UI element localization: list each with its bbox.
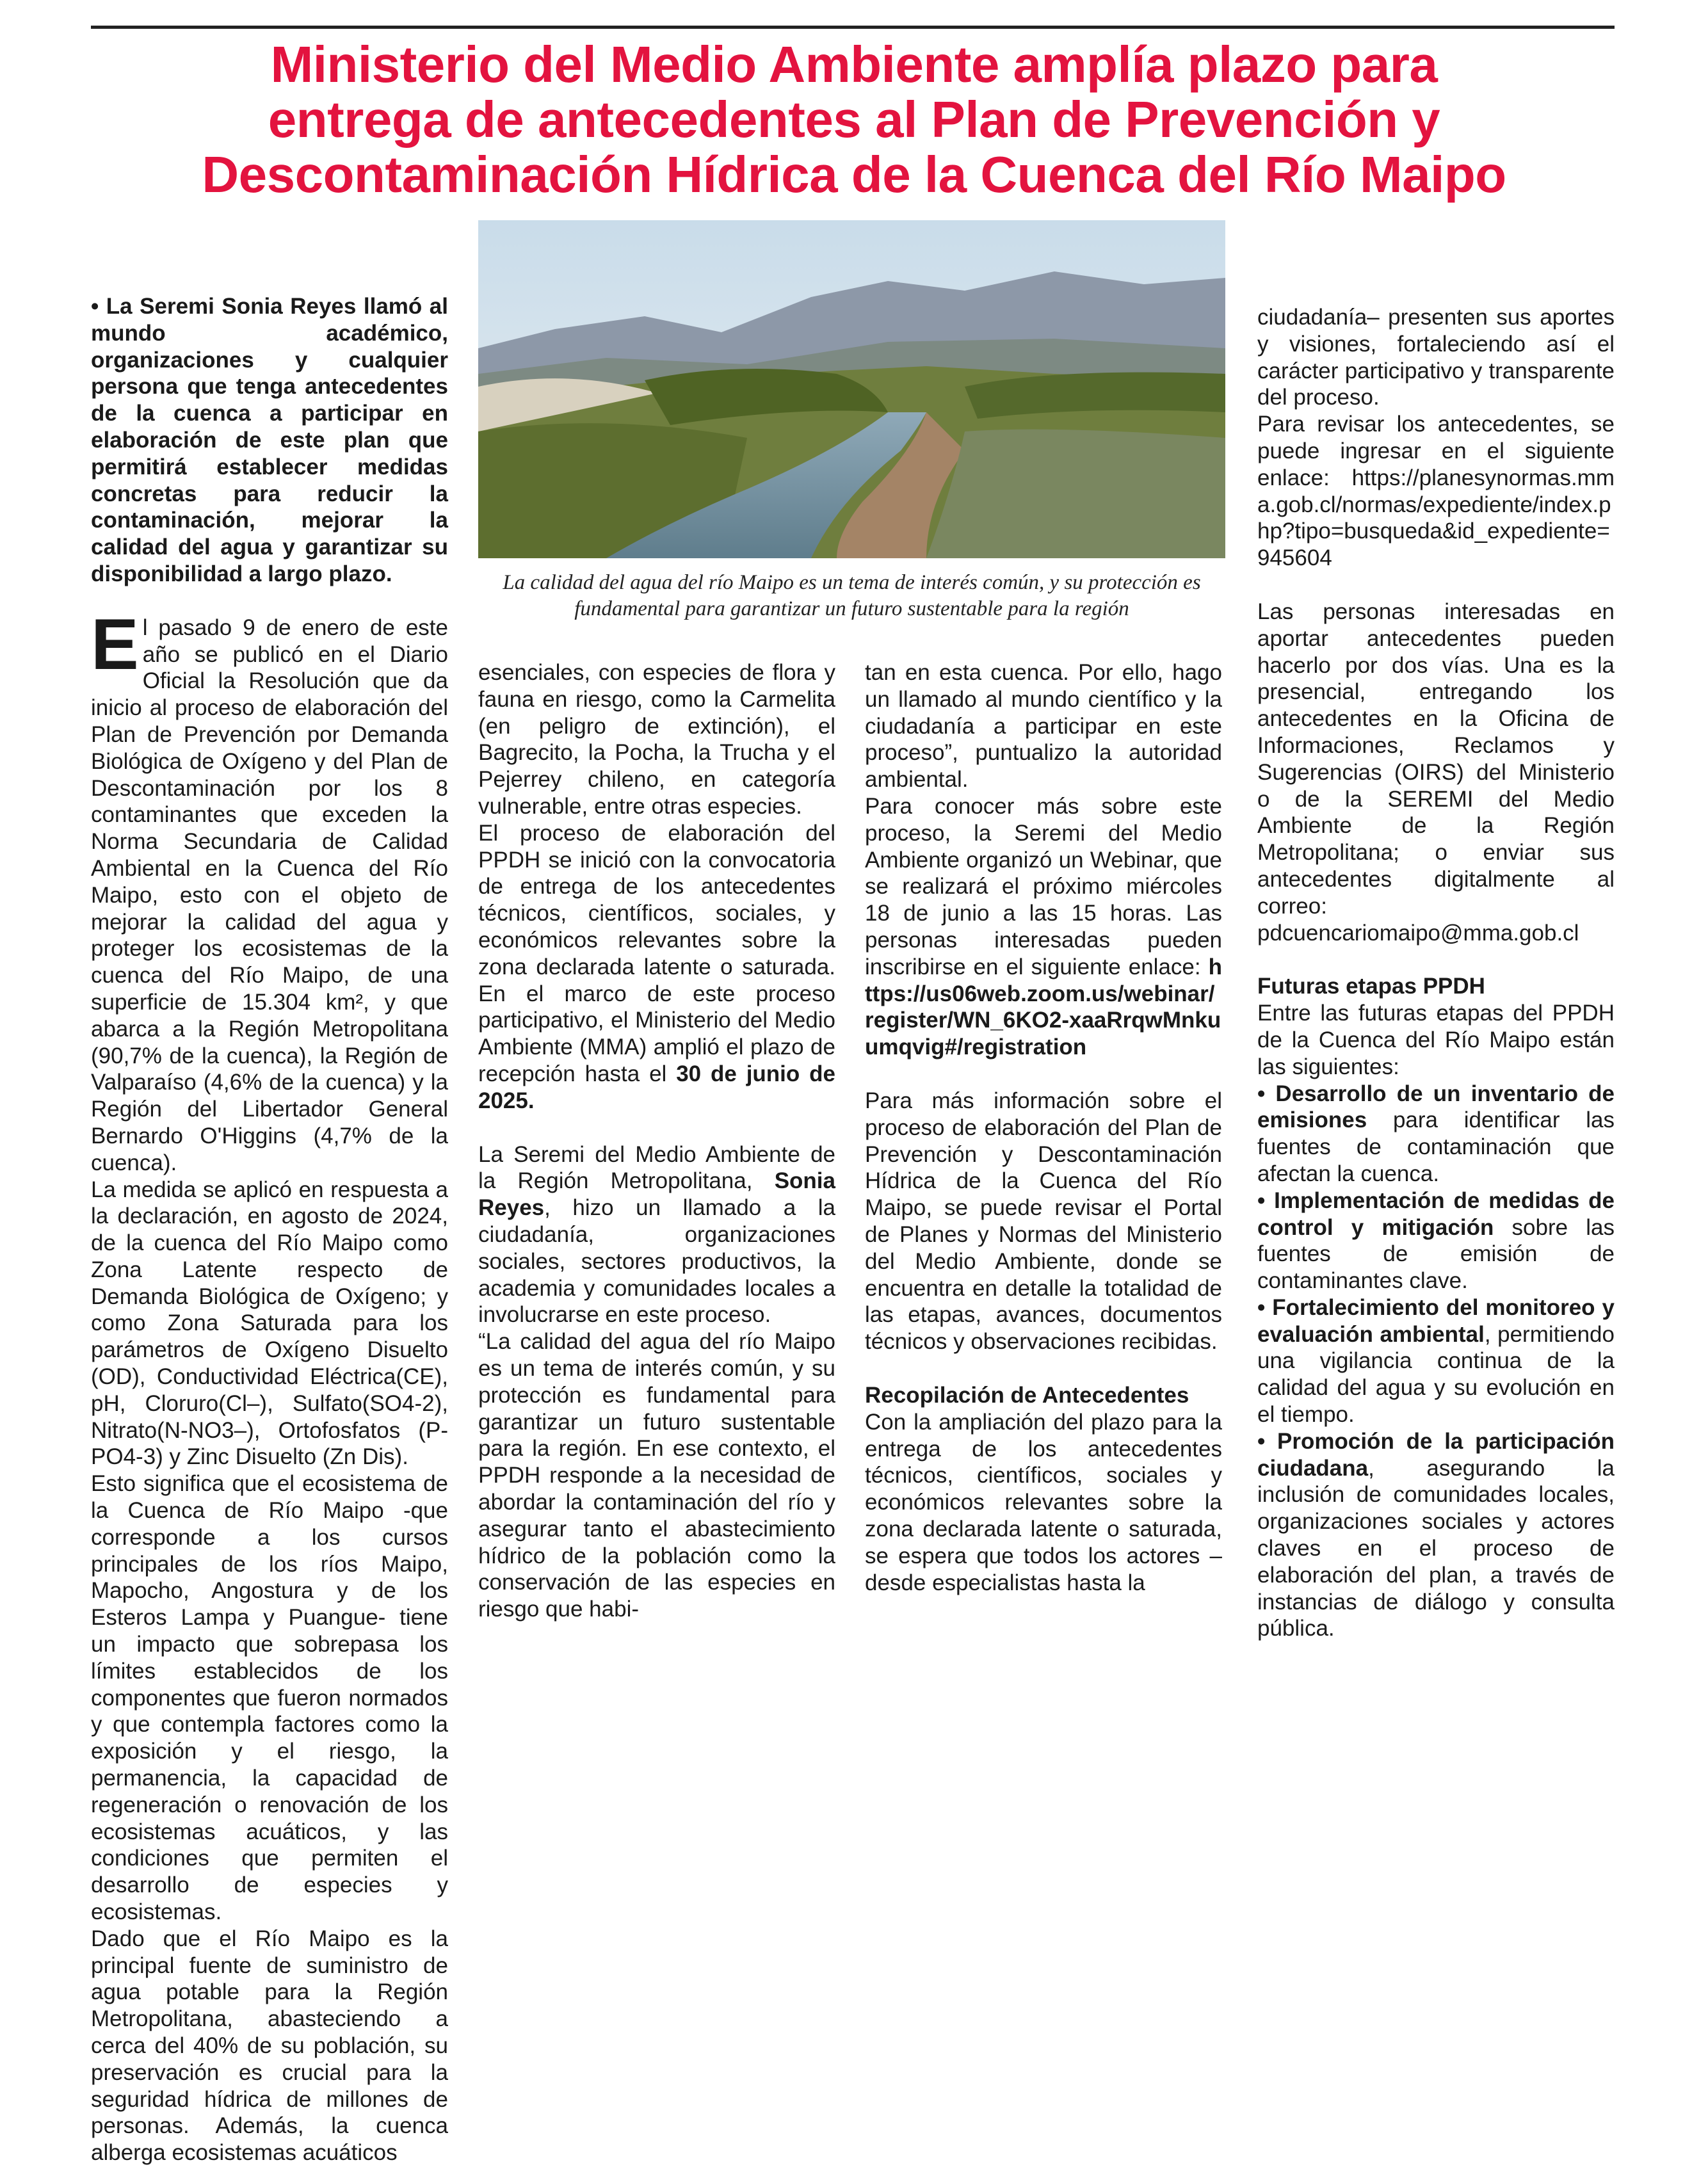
paragraph: esenciales, con especies de flora y fauna en riesgo, como la Carmelita (en peligro de extinción), el Bagrecito, la Pocha, la Trucha y el Pejerrey chileno, en categoría vulnerable, entre otras especies.: [478, 660, 835, 819]
bullet-title: • Desarrollo de un inventario de emisiones: [1257, 1081, 1615, 1133]
bullet-text: sobre las fuentes de emisión de contaminantes clave.: [1257, 1214, 1615, 1294]
bullet-title: • Fortalecimiento del monitoreo y evaluación ambiental: [1257, 1294, 1615, 1347]
paragraph: [865, 793, 1222, 1061]
paragraph: [478, 820, 835, 1115]
column-3: [865, 659, 1222, 1596]
bullet-title: • Implementación de medidas de control y mitigación: [1257, 1188, 1615, 1240]
paragraph: Esto significa que el ecosistema de la Cuenca de Río Maipo -que corresponde a los cursos principales de los ríos Maipo, Mapocho, Angostura y de los Esteros Lampa y Puangue- tiene un impacto que sobrepasa los límites establecidos de los componentes que fueron normados y que contempla factores como la exposición y el riesgo, la permanencia, la capacidad de regeneración o renovación de los ecosistemas acuáticos, y las condiciones que permiten el desarrollo de especies y ecosistemas.: [91, 1471, 448, 1925]
column-1: [91, 293, 448, 2166]
webinar-link[interactable]: https://us06web.zoom.us/webinar/register/WN_6KO2-xaaRrqwMnkuumqvig#/registration: [865, 954, 1222, 1060]
headline-line: Descontaminación Hídrica de la Cuenca del Río Maipo: [202, 146, 1506, 203]
deadline-date: 30 de junio de 2025.: [478, 1061, 835, 1113]
email-link[interactable]: pdcuencariomaipo@mma.gob.cl: [1257, 920, 1579, 946]
bullet-text: para identificar las fuentes de contaminación que afectan la cuenca.: [1257, 1108, 1615, 1186]
expediente-link[interactable]: https://planesynormas.mma.gob.cl/normas/expediente/index.php?tipo=busqueda&id_expediente=945604: [1257, 465, 1615, 571]
bullet-item: [1257, 1294, 1615, 1428]
bullet-item: [1257, 1081, 1615, 1188]
paragraph-text: La Seremi del Medio Ambiente de la Región Metropolitana,: [478, 1141, 835, 1194]
headline-line: entrega de antecedentes al Plan de Prevención y: [268, 91, 1440, 148]
paragraph: Entre las futuras etapas del PPDH de la Cuenca del Río Maipo están las siguientes:: [1257, 1001, 1615, 1079]
paragraph: Para más información sobre el proceso de elaboración del Plan de Prevención y Descontaminación Hídrica de la Cuenca del Río Maipo, se puede revisar el Portal de Planes y Normas del Ministerio del Medio Ambiente, donde se encuentra en detalle la totalidad de las etapas, avances, documentos técnicos y observaciones recibidas.: [865, 1088, 1222, 1355]
top-rule: [91, 26, 1615, 29]
paragraph: [1257, 411, 1615, 572]
paragraph: La medida se aplicó en respuesta a la declaración, en agosto de 2024, de la cuenca del Río Maipo como Zona Latente respecto de Demanda Biológica de Oxígeno; y como Zona Saturada para los parámetros de Oxígeno Disuelto (OD), Conductividad Eléctrica(CE), pH, Cloruro(Cl–), Sulfato(SO4-2), Nitrato(N-NO3–), Ortofosfatos (P-PO4-3) y Zinc Disuelto (Zn Dis).: [91, 1177, 448, 1470]
river-photo: [478, 220, 1225, 558]
paragraph-text: Para conocer más sobre este proceso, la Seremi del Medio Ambiente organizó un Webinar, que se realizará el próximo miércoles 18 de junio a las 15 horas. Las personas interesadas pueden inscribirse en el siguiente enlace:: [865, 793, 1222, 979]
paragraph: Dado que el Río Maipo es la principal fuente de suministro de agua potable para la Región Metropolitana, abasteciendo a cerca del 40% de su población, su preservación es crucial para la seguridad hídrica de millones de personas. Además, la cuenca alberga ecosistemas acuáticos: [91, 1926, 448, 2166]
bullet-item: [1257, 1428, 1615, 1642]
paragraph-text: l pasado 9 de enero de este año se publicó en el Diario Oficial la Resolución que da inicio al proceso de elaboración del Plan de Prevención por Demanda Biológica de Oxígeno y del Plan de Descontaminación por los 8 contaminantes que exceden la Norma Secundaria de Calidad Ambiental en la Cuenca del Río Maipo, esto con el objeto de mejorar la calidad del agua y proteger los ecosistemas de la cuenca del Río Maipo, de una superficie de 15.304 km², y que abarca a la Región Metropolitana (90,7% de la cuenca), la Región de Valparaíso (4,6% de la cuenca) y la Región del Libertador General Bernardo O'Higgins (4,7% de la cuenca).: [91, 615, 448, 1175]
column-4: [1257, 304, 1615, 1642]
drop-cap: E: [91, 604, 139, 684]
paragraph: Con la ampliación del plazo para la entrega de los antecedentes técnicos, científicos, sociales y económicos relevantes sobre la zona declarada latente o saturada, se espera que todos los actores –desde especialistas hasta la: [865, 1409, 1222, 1595]
bullet-text: , asegurando la inclusión de comunidades locales, organizaciones sociales y actores claves en el proceso de elaboración del plan, a través de instancias de diálogo y consulta pública.: [1257, 1455, 1615, 1641]
headline: [64, 37, 1644, 202]
paragraph: ciudadanía– presenten sus aportes y visiones, fortaleciendo así el carácter participativo y transparente del proceso.: [1257, 305, 1615, 410]
quote-paragraph: “La calidad del agua del río Maipo es un tema de interés común, y su protección es fundamental para garantizar un futuro sustentable para la región. En ese contexto, el PPDH responde a la necesidad de abordar la contaminación del río y asegurar tanto el abastecimiento hídrico de la población como la conservación de las especies en riesgo que habi-: [478, 1329, 835, 1622]
headline-line: Ministerio del Medio Ambiente amplía plazo para: [270, 36, 1438, 93]
paragraph-text: Para revisar los antecedentes, se puede ingresar en el siguiente enlace:: [1257, 412, 1615, 490]
paragraph: [91, 604, 448, 1177]
paragraph: Las personas interesadas en aportar antecedentes pueden hacerlo por dos vías. Una es la presencial, entregando los antecedentes en la Oficina de Informaciones, Reclamos y Sugerencias (OIRS) del Ministerio o de la SEREMI del Medio Ambiente de la Región Metropolitana; o enviar sus antecedentes digitalmente al correo:: [1257, 599, 1615, 919]
column-2: [478, 659, 835, 1623]
bullet-text: , permitiendo una vigilancia continua de la calidad del agua y su evolución en el tiempo.: [1257, 1321, 1615, 1428]
lead-summary: • La Seremi Sonia Reyes llamó al mundo académico, organizaciones y cualquier persona que tenga antecedentes de la cuenca a participar en elaboración de este plan que permitirá establecer medidas concretas para reducir la contaminación, mejorar la calidad del agua y garantizar su disponibilidad a largo plazo.: [91, 294, 448, 586]
paragraph: [478, 1141, 835, 1329]
bullet-title: • Promoción de la participación ciudadana: [1257, 1428, 1615, 1481]
paragraph-text: , hizo un llamado a la ciudadanía, organizaciones sociales, sectores productivos, la academia y comunidades locales a involucrarse en este proceso.: [478, 1195, 835, 1328]
paragraph: tan en esta cuenca. Por ello, hago un llamado al mundo científico y la ciudadanía a participar en este proceso”, puntualizo la autoridad ambiental.: [865, 660, 1222, 793]
person-name: Sonia Reyes: [478, 1168, 835, 1221]
photo-caption: La calidad del agua del río Maipo es un tema de interés común, y su protección es fundamental para garantizar un futuro sustentable para la región: [503, 571, 1201, 620]
paragraph-text: El proceso de elaboración del PPDH se inició con la convocatoria de entrega de los antecedentes técnicos, científicos, sociales, y económicos relevantes sobre la zona declarada latente o saturada. En el marco de este proceso participativo, el Ministerio del Medio Ambiente (MMA) amplió el plazo de recepción hasta el: [478, 820, 835, 1086]
bullet-item: [1257, 1188, 1615, 1294]
section-heading: Recopilación de Antecedentes: [865, 1382, 1189, 1408]
section-heading: Futuras etapas PPDH: [1257, 974, 1485, 999]
